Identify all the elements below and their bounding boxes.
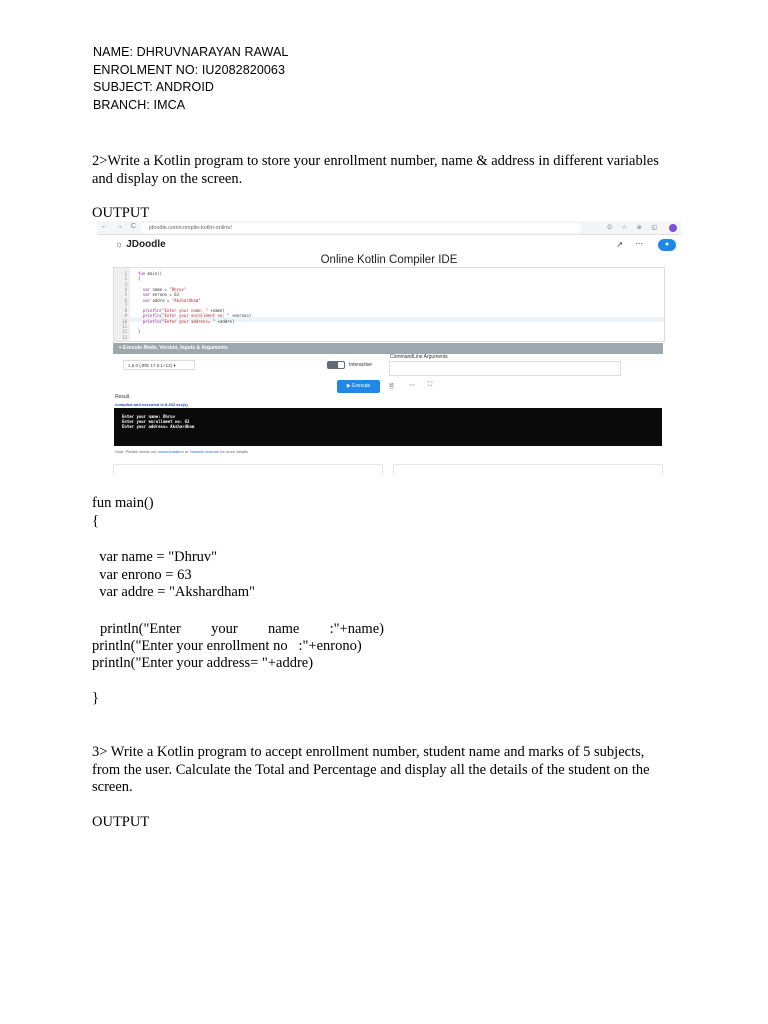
code-line: } [92, 690, 99, 706]
code-line: println("Enter your address= "+addre) [92, 655, 314, 671]
question-3-output-label: OUTPUT [92, 814, 150, 830]
line-number: 12 [122, 329, 127, 335]
line-number: 2 [124, 276, 127, 282]
jdoodle-logo-icon: ☼ [115, 239, 124, 249]
output-console [114, 408, 662, 446]
student-header [93, 44, 288, 114]
code-line: fun main() [92, 495, 154, 511]
subject: SUBJECT: ANDROID [93, 80, 215, 94]
line-number: 3 [124, 281, 127, 287]
version-select: 1.6.0 (JRE 17.0.1+12) ▾ [123, 360, 195, 370]
more-icon: ⋯ [635, 239, 643, 248]
branch: BRANCH: IMCA [93, 97, 186, 112]
console-line: Enter your address= Akshardham [122, 424, 195, 429]
cmdline-args-label: CommandLine Arguments [390, 354, 448, 360]
jdoodle-screenshot [97, 221, 681, 475]
editor-code-line: println("Enter your enrollment no: " +enrono) [142, 313, 252, 319]
question-2-output-label: OUTPUT [92, 205, 150, 221]
jdoodle-navbar [97, 235, 681, 255]
student-name: NAME: DHRUVNARAYAN RAWAL [93, 45, 289, 59]
question-3-text: 3> Write a Kotlin program to accept enrollment number, student name and marks of 5 subjects, from the user. Calculate the Total and Percentage and display all the details of the student on the screen. [92, 744, 650, 795]
code-line: println("Enter your name :"+name) [100, 621, 384, 637]
editor-code-line: println("Enter your address= " +addre) [142, 318, 235, 324]
youtube-link: Youtube channel [189, 449, 220, 454]
line-number: 7 [124, 302, 127, 308]
browser-toolbar [97, 221, 681, 235]
editor-code-line: fun main() [138, 271, 163, 276]
help-note: Note: Please check our documentation or Youtube channel for more details [115, 449, 248, 454]
console-line: Enter your name: Dhruv [122, 414, 175, 419]
execute-options-label: ▾ Execute Mode, Version, Inputs & Arguments [119, 345, 228, 351]
line-number: 11 [122, 324, 127, 329]
line-number: 8 [124, 308, 127, 314]
compiled-status: compiled and executed in 8.263 sec(s) [115, 402, 188, 407]
browser-nav-icons: ← → C [101, 223, 139, 230]
code-line: var name = "Dhruv" [92, 549, 218, 565]
editor-code-line: var name = "Dhruv" [142, 286, 187, 292]
line-number: 4 [124, 286, 127, 292]
line-number: 1 [124, 271, 127, 276]
user-icon: ● [658, 239, 676, 251]
code-line: { [92, 513, 99, 529]
editor-code-line: { [138, 276, 141, 282]
bottom-card-right [393, 464, 663, 475]
result-label: Result [115, 394, 130, 400]
documentation-link: documentation [157, 449, 184, 454]
question-2-text: 2>Write a Kotlin program to store your enrollment number, name & address in different variables and display on the screen. [92, 153, 659, 187]
bottom-card-left [113, 464, 383, 475]
more-options-icon: ⋯ [409, 383, 415, 389]
ide-title: Online Kotlin Compiler IDE [320, 254, 458, 266]
editor-code-line: var addre = "Akshardham" [142, 297, 201, 303]
share-icon: ↗ [616, 240, 623, 249]
editor-code-line: println("Enter your name: " +name) [142, 308, 225, 314]
interactive-label: Interactive [349, 362, 373, 368]
cmdline-args-input [389, 361, 621, 376]
interactive-toggle [327, 361, 345, 369]
enrolment-number: ENROLMENT NO: IU2082820063 [93, 62, 286, 77]
line-number: 13 [122, 334, 127, 340]
execute-options-bar [113, 343, 663, 354]
editor-code-line: var enrono = 63 [142, 292, 179, 298]
code-line: var enrono = 63 [92, 567, 192, 583]
editor-code-line: } [138, 329, 141, 335]
code-line: println("Enter your enrollment no :"+enrono) [92, 638, 362, 654]
line-number: 5 [124, 292, 127, 298]
line-number: 9 [124, 313, 127, 319]
extension-icons: G ☆ ⊕ ◱ [607, 225, 661, 231]
line-number: 10 [122, 318, 127, 324]
line-number: 6 [124, 297, 127, 303]
profile-avatar [669, 224, 677, 232]
code-editor [113, 267, 665, 342]
console-line: Enter your enrollment no: 63 [122, 419, 190, 424]
fullscreen-icon: ⛶ [428, 382, 433, 388]
execute-button: ▶ Execute [337, 380, 380, 393]
document-icon: 🗎 [389, 384, 394, 390]
address-bar: jdoodle.com/compile-kotlin-online/ [141, 223, 581, 233]
code-line: var addre = "Akshardham" [92, 584, 255, 600]
jdoodle-logo: ☼ JDoodle [115, 239, 166, 250]
